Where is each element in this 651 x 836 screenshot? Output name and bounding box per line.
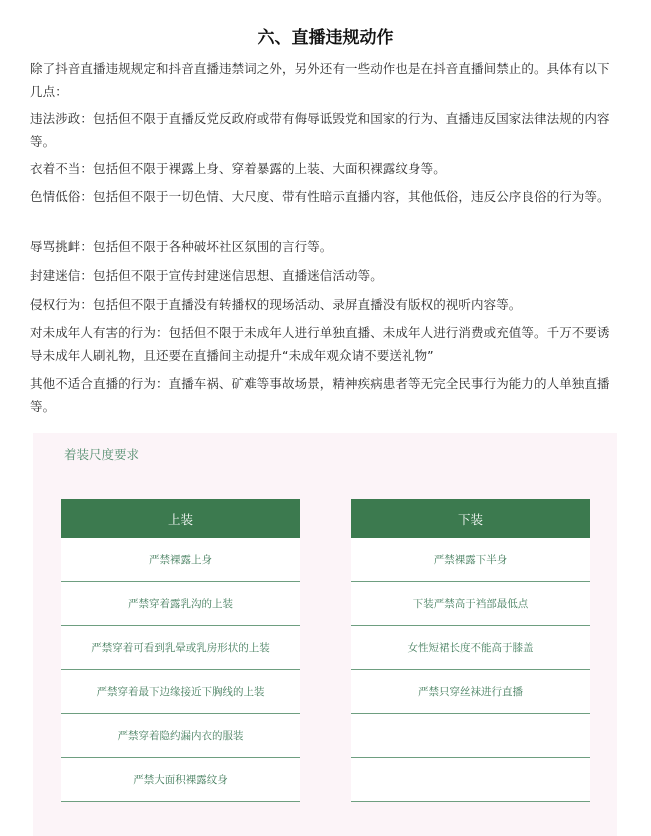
bottom-wear-row — [351, 758, 590, 802]
dress-code-title: 着装尺度要求 — [64, 447, 140, 462]
violation-dress-paragraph: 衣着不当：包括但不限于裸露上身、穿着暴露的上装、大面积裸露纹身等。 — [30, 161, 446, 176]
top-wear-row: 严禁大面积裸露纹身 — [61, 758, 300, 802]
top-wear-row: 严禁穿着露乳沟的上装 — [61, 582, 300, 626]
top-wear-row: 严禁穿着隐约漏内衣的服装 — [61, 714, 300, 758]
intro-paragraph: 除了抖音直播违规规定和抖音直播违禁词之外，另外还有一些动作也是在抖音直播间禁止的。具体有以下几点： — [30, 61, 610, 99]
violation-vulgar-paragraph: 色情低俗：包括但不限于一切色情、大尺度、带有性暗示直播内容，其他低俗，违反公序良俗的行为等。 — [30, 189, 610, 204]
top-wear-header: 上装 — [61, 499, 300, 538]
bottom-wear-row: 下装严禁高于裆部最低点 — [351, 582, 590, 626]
top-wear-row: 严禁裸露上身 — [61, 538, 300, 582]
violation-infringement-paragraph: 侵权行为：包括但不限于直播没有转播权的现场活动、录屏直播没有版权的视听内容等。 — [30, 297, 522, 312]
violation-other-paragraph: 其他不适合直播的行为：直播车祸、矿难等事故场景，精神疾病患者等无完全民事行为能力的人单独直播等。 — [30, 376, 610, 414]
bottom-wear-row — [351, 714, 590, 758]
bottom-wear-row: 严禁裸露下半身 — [351, 538, 590, 582]
violation-abuse-paragraph: 辱骂挑衅：包括但不限于各种破坏社区氛围的言行等。 — [30, 239, 333, 254]
top-wear-table — [61, 499, 300, 802]
page-title: 六、直播违规动作 — [257, 28, 394, 48]
bottom-wear-row: 女性短裙长度不能高于膝盖 — [351, 626, 590, 670]
top-wear-row: 严禁穿着可看到乳晕或乳房形状的上装 — [61, 626, 300, 670]
violation-politics-paragraph: 违法涉政：包括但不限于直播反党反政府或带有侮辱诋毁党和国家的行为、直播违反国家法律法规的内容等。 — [30, 111, 610, 149]
bottom-wear-row: 严禁只穿丝袜进行直播 — [351, 670, 590, 714]
bottom-wear-table — [351, 499, 590, 802]
top-wear-row: 严禁穿着最下边缘接近下胸线的上装 — [61, 670, 300, 714]
violation-superstition-paragraph: 封建迷信：包括但不限于宣传封建迷信思想、直播迷信活动等。 — [30, 268, 383, 283]
bottom-wear-header: 下装 — [351, 499, 590, 538]
violation-minors-paragraph: 对未成年人有害的行为：包括但不限于未成年人进行单独直播、未成年人进行消费或充值等。千万不要诱导未成年人刷礼物，且还要在直播间主动提升“未成年观众请不要送礼物” — [30, 325, 610, 363]
